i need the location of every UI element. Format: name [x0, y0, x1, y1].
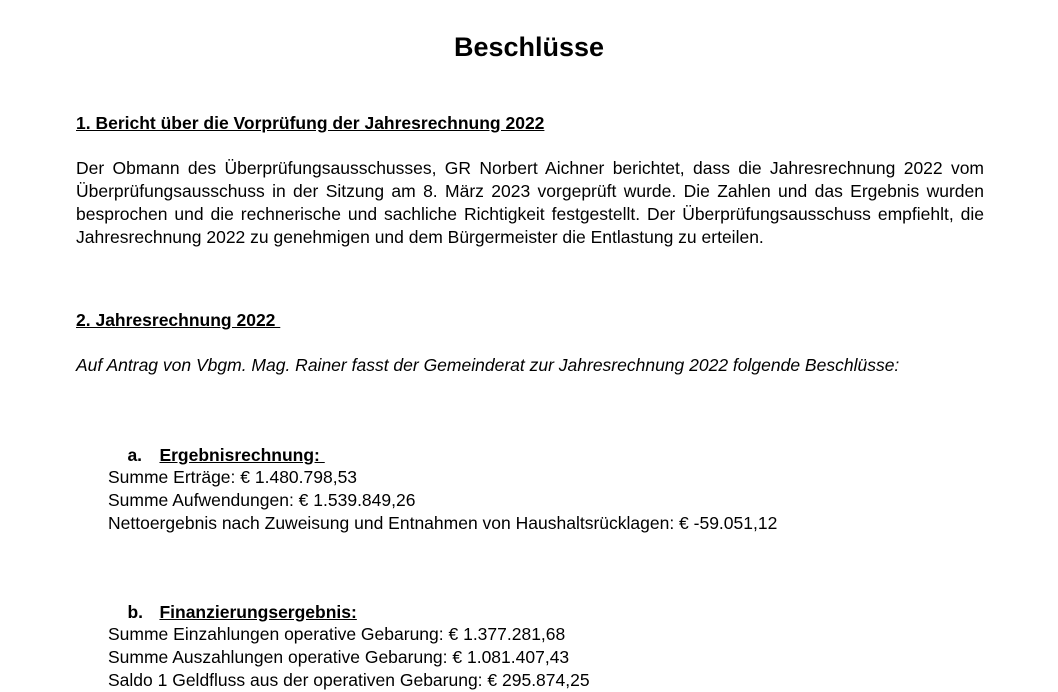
item-b-line-3: Saldo 1 Geldfluss aus der operativen Gebarung: € 295.874,25	[108, 670, 590, 690]
section-2-heading: 2. Jahresrechnung 2022	[76, 310, 281, 330]
section-1-heading: 1. Bericht über die Vorprüfung der Jahresrechnung 2022	[76, 113, 545, 133]
section-1-body: Der Obmann des Überprüfungsausschusses, GR Norbert Aichner berichtet, dass die Jahresrechnung 2022 vom Überprüfungsausschuss in der Sitzung am 8. März 2023 vorgeprüft wurde. Die Zahlen und das Ergebnis wurden besprochen und die rechnerische und sachliche Richtigkeit festgestellt. Der Überprüfungsausschuss empfiehlt, die Jahresrechnung 2022 zu genehmigen und dem Bürgermeister die Entlastung zu erteilen.	[76, 158, 984, 247]
item-b-label: Finanzierungsergebnis:	[159, 602, 357, 622]
item-a-lines	[108, 466, 777, 535]
item-a-line-3: Nettoergebnis nach Zuweisung und Entnahmen von Haushaltsrücklagen: € -59.051,12	[108, 513, 778, 533]
item-b-lines	[108, 623, 590, 692]
item-a-line-1: Summe Erträge: € 1.480.798,53	[108, 467, 358, 487]
item-b-line-1: Summe Einzahlungen operative Gebarung: € 1.377.281,68	[108, 624, 566, 644]
item-b-line-2: Summe Auszahlungen operative Gebarung: € 1.081.407,43	[108, 647, 570, 667]
page-title: Beschlüsse	[453, 32, 605, 62]
item-a-letter: a.	[127, 445, 143, 465]
item-a-line-2: Summe Aufwendungen: € 1.539.849,26	[108, 490, 416, 510]
item-a-label: Ergebnisrechnung:	[159, 445, 325, 465]
item-b-letter: b.	[127, 602, 144, 622]
section-2-intro: Auf Antrag von Vbgm. Mag. Rainer fasst der Gemeinderat zur Jahresrechnung 2022 folgende Beschlüsse:	[76, 355, 900, 375]
